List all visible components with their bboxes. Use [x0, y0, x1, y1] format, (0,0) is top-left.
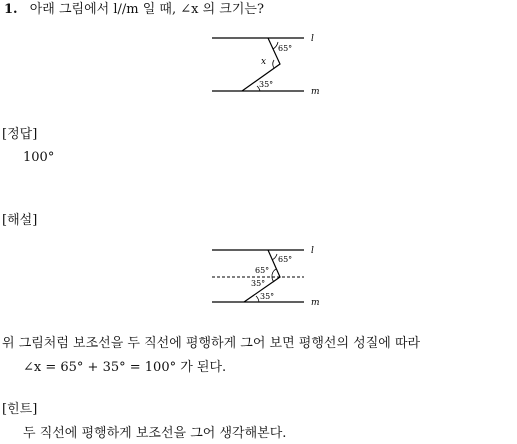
- explanation-line-1: 위 그림처럼 보조선을 두 직선에 평행하게 그어 보면 평행선의 성질에 따라: [2, 336, 421, 351]
- angle-label-65: 65°: [278, 44, 293, 53]
- explanation-line-2: ∠x = 65° + 35° = 100° 가 된다.: [23, 360, 227, 375]
- angle-arc-mid-lower: [272, 277, 274, 282]
- question-number: 1.: [4, 2, 18, 17]
- figure-1-svg: [212, 30, 332, 100]
- figure-1: [212, 30, 332, 100]
- answer-header: [정답]: [2, 127, 38, 142]
- angle-arc-mid-upper: [272, 269, 276, 277]
- figure-2: [212, 244, 332, 310]
- label-l: l: [311, 246, 314, 256]
- label-m: m: [311, 87, 320, 97]
- angle-label-x: x: [261, 57, 267, 67]
- angle-arc-bottom: [256, 296, 259, 302]
- label-l: l: [311, 34, 314, 44]
- angle-label-mid-65: 65°: [255, 266, 270, 275]
- question-line: [4, 2, 264, 18]
- label-m: m: [311, 298, 320, 308]
- answer-value: 100°: [23, 150, 55, 165]
- hint-header: [힌트]: [2, 402, 38, 417]
- question-text: 아래 그림에서 l//m 일 때, ∠x 의 크기는?: [29, 2, 264, 17]
- explanation-header: [해설]: [2, 213, 38, 228]
- hint-text: 두 직선에 평행하게 보조선을 그어 생각해본다.: [23, 426, 287, 441]
- angle-label-bottom-35: 35°: [260, 292, 275, 301]
- figure-2-svg: [212, 244, 332, 310]
- angle-arc-x: [273, 60, 274, 68]
- angle-label-mid-35: 35°: [251, 279, 266, 288]
- angle-label-top-65: 65°: [278, 255, 293, 264]
- angle-arc-top: [272, 254, 277, 260]
- angle-label-35: 35°: [259, 80, 274, 89]
